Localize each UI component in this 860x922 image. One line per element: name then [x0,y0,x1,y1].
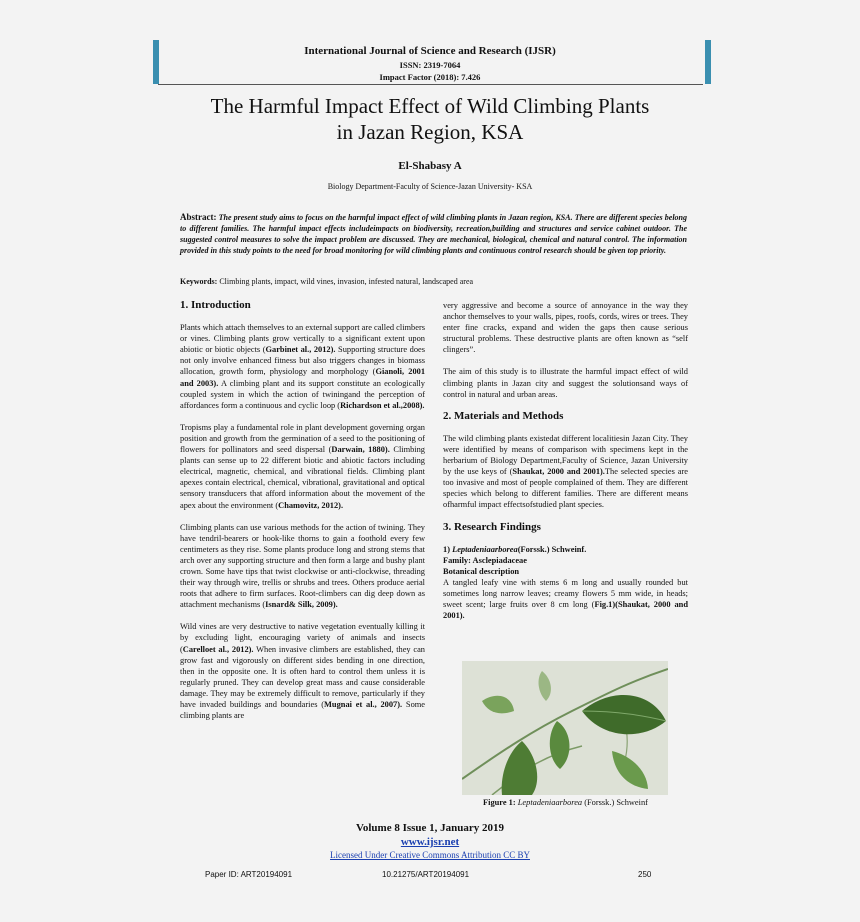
species-family: Family: Asclepiadaceae [443,555,527,565]
journal-impact-factor: Impact Factor (2018): 7.426 [379,72,481,82]
citation: Garbinet al., 2012). [265,345,336,355]
footer-website-link[interactable] [0,836,860,848]
figure-1-caption [443,798,688,807]
citation: Darwain, 1880). [331,445,390,455]
citation: Fig.1)(Shaukat, 2000 and 2001). [443,600,688,621]
footer-license-link[interactable] [0,850,860,860]
figure-species: Leptadeniaarborea [517,798,583,807]
left-column [180,300,425,732]
intro-paragraph-6: The aim of this study is to illustrate the harmful impact effect of wild climbing plants in Jazan city and suggest the solutionsand ways of control in natural and urban areas. [443,367,688,399]
intro-paragraph-2 [180,422,425,511]
text: A climbing plant and its support constitute an ecologically coupled system in which the action of twiningand the perception of affordances form a continuous and cyclic loop ( [180,378,425,410]
leaf-illustration [462,661,668,795]
heading-research-findings: 3. Research Findings [443,520,541,533]
paper-title [150,93,710,145]
citation: Mugnai et al., 2007). [324,700,403,709]
botanical-description [443,577,688,621]
license-link[interactable]: Licensed Under Creative Commons Attribution CC BY [330,850,530,860]
heading-materials-methods: 2. Materials and Methods [443,409,564,422]
figure-authority: (Forssk.) Schweinf [582,798,648,807]
header-rule [158,84,703,85]
heading-introduction: 1. Introduction [180,299,251,311]
doi: 10.21275/ART20194091 [382,870,470,879]
footer-volume: Volume 8 Issue 1, January 2019 [355,822,505,834]
text: Wild vines are very destructive to native vegetation eventually killing it by excluding light, encouraging variety of animals and insects ( [180,622,425,654]
text: Climbing plants can use various methods for the action of twining. They have tendril-bearers or hook-like thorns to gain a foothold every few centimeters as they rise. Some plants produce long and strong stems that arch over any supporting structure and then form a large and bushy plant crown. Some have tips that twist clockwise or anti-clockwise, threading their way through wire, trellis or shrubs and trees. Others produce aerial roots that adhere to firm surfaces. Root-climbers can dig deep down as attachment mechanisms ( [180,522,425,610]
paper-id: Paper ID: ART20194091 [205,870,293,879]
text: Climbing plants can sense up to 22 different biotic and abiotic factors including electrical, magnetic, chemical, and vibrational fields. Climbing plant apexes contain electrical, chemical, vibrational, gravitational and optical sensory transducers that afford information about the movement of the apex about the environment ( [180,445,425,510]
text: Some climbing plants are [180,700,425,721]
abstract-label: Abstract: [180,212,217,222]
keywords-text: Climbing plants, impact, wild vines, invasion, infested natural, landscaped area [219,277,474,286]
page-number: 250 [638,870,652,879]
author-affiliation: Biology Department-Faculty of Science-Jazan University- KSA [327,182,533,191]
text: Tropisms play a fundamental role in plant development governing organ position and growth from the germination of a seed to the positioning of flowers for pollinators and seed dispersal ( [180,422,425,455]
right-column [443,300,688,621]
citation: Richardson et al.,2008). [340,400,425,410]
intro-paragraph-3 [180,522,425,611]
title-line-1: The Harmful Impact Effect of Wild Climbing Plants [210,94,650,118]
website-link[interactable]: www.ijsr.net [400,836,460,848]
methods-paragraph [443,433,688,511]
text: A tangled leafy vine with stems 6 m long and usually rounded but sometimes long narrow leaves; creamy flowers 5 mm wide, in heads; sweet scent; large fruits over 8 cm long ( [443,577,688,610]
citation: Gianoli, 2001 and 2003). [180,367,426,388]
citation: Carelloet al., 2012). [182,644,254,654]
text: Supporting structure does not only involve enhanced fitness but also triggers changes in biomass allocation, growth form, physiology and morphology ( [180,345,425,377]
journal-issn: ISSN: 2319-7064 [399,60,461,70]
species-number: 1) [443,544,453,554]
journal-name: International Journal of Science and Research (IJSR) [304,45,556,57]
botanical-description-heading: Botanical description [443,566,520,576]
figure-1-plant-photo [462,661,668,795]
abstract [180,212,687,256]
species-name: Leptadeniaarborea [452,544,518,554]
abstract-text: The present study aims to focus on the harmful impact effect of wild climbing plants in Jazan region, KSA. There are different species belong to different families. The harmful impact effects includeimpacts on biodiversity, recreation,building and structures and service cabinet outdoor. The suggested control measures to solve the impact problem are discussed. They are mechanical, biological, chemical and natural control. The information provided in this study points to the need for broad monitoring for wild climbing plants and continuous control research should be given top priority. [180,213,688,255]
text: The selected species are too invasive and most of people complained of them. They are different species which belong to different families. There are different means ofharmful impact effectsofstudied plant species. [443,467,688,510]
citation: Shaukat, 2000 and 2001). [512,467,605,477]
keywords [180,277,687,286]
intro-paragraph-5: very aggressive and become a source of annoyance in the way they anchor themselves to your walls, pipes, roofs, cords, wires or trees. They enter fine cracks, expand and widen the gaps then cause serious structural problems. These destructive plants are often known as “self clingers”. [443,301,688,355]
text: The wild climbing plants existedat different localitiesin Jazan City. They were identified by means of comparison with specimens kept in the herbarium of Biology Department,Faculty of Science, Jazan University by the use keys of ( [443,433,688,477]
author-name: El-Shabasy A [398,160,462,172]
intro-paragraph-4 [180,621,425,721]
intro-paragraph-1 [180,322,425,411]
text: When invasive climbers are established, they can grow fast and vigorously on different sides bending in one direction, then in the opposite one. It is often hard to control them unless it is regularly pruned. They can develop great mass and cause considerable damage. They may be extremely difficult to remove, particularly if they have invaded buildings and boundaries ( [180,644,425,709]
title-line-2: in Jazan Region, KSA [336,120,524,144]
keywords-label: Keywords: [180,277,218,286]
figure-label: Figure 1: [483,798,518,807]
citation: Isnard& Silk, 2009). [265,600,338,610]
citation: Chamovitz, 2012). [278,500,344,510]
species-heading [443,544,688,555]
species-authority: (Forssk.) Schweinf. [517,544,587,554]
text: Plants which attach themselves to an external support are called climbers or vines. Climbing plants grow vertically to a significant extent upon abiotic or biotic objects ( [180,323,425,355]
